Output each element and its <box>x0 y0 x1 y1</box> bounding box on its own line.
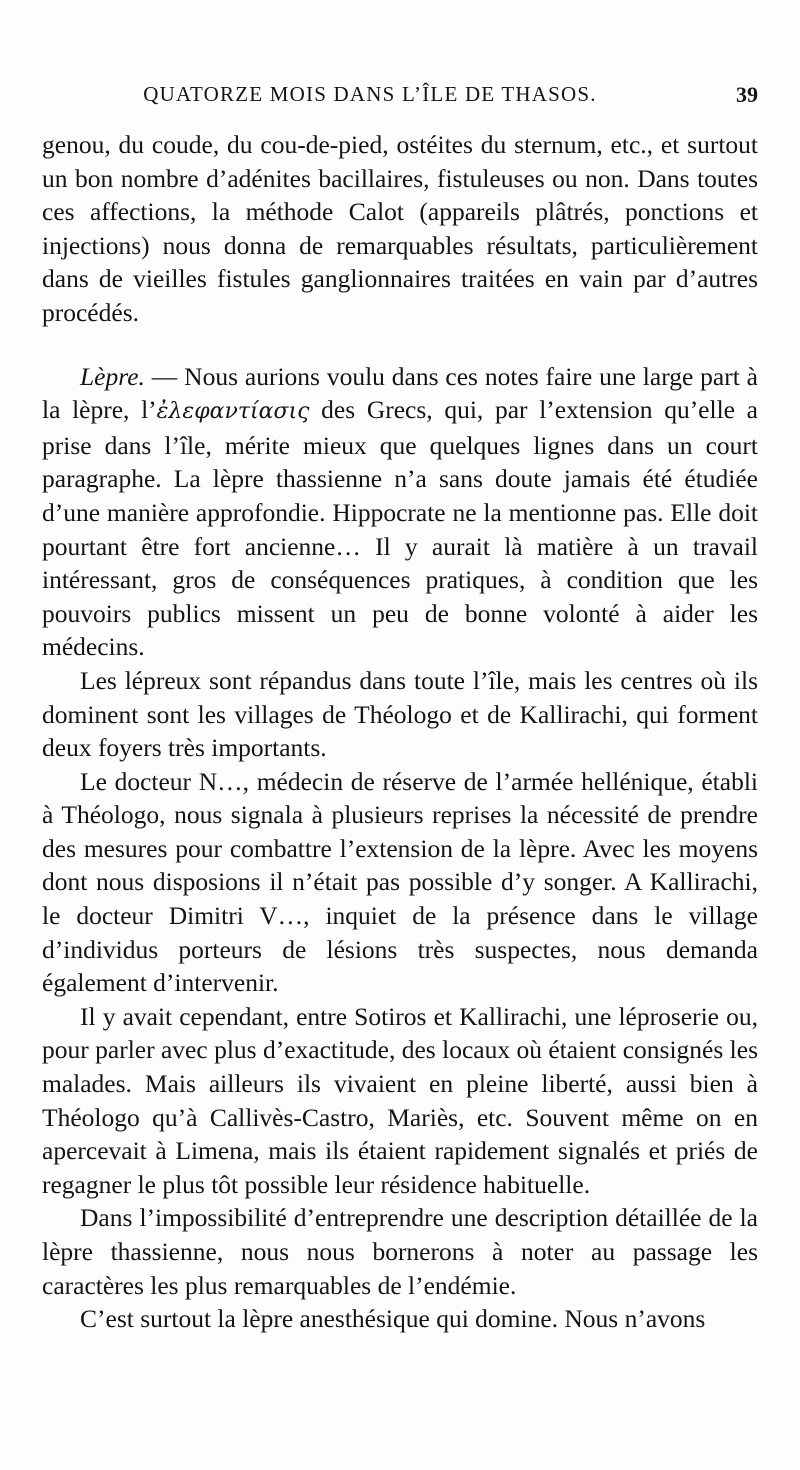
greek-term: ἐλεφαντίασις <box>156 399 310 425</box>
body-text <box>42 128 758 1336</box>
paragraph-lepreux: Les lépreux sont répandus dans toute l’île, mais les centres où ils dominent sont les villages de Théologo et de Kallirachi, qui forment deux foyers très importants. <box>42 665 758 763</box>
paragraph-impossibilite: Dans l’impossibilité d’entreprendre une description détaillée de la lèpre thassienne, nous nous bornerons à noter au passage les caractères les plus remarquables de l’endémie. <box>42 1203 758 1300</box>
paragraph-lepre-intro <box>42 360 758 664</box>
paragraph-continuation: genou, du coude, du cou-de-pied, ostéites du sternum, etc., et surtout un bon nombre d’adénites bacillaires, fistuleuses ou non. Dans toutes ces affections, la méthode Calot (appareils plâtrés, ponctions et injections) nous donna de remarquables résultats, particulièrement dans de vieilles fistules ganglionnaires traitées en vain par d’autres procédés. <box>42 130 758 327</box>
section-title-lepre: Lèpre. <box>80 361 145 391</box>
running-title: QUATORZE MOIS DANS L’ÎLE DE THASOS. <box>143 82 597 106</box>
paragraph-anesthesique: C’est surtout la lèpre anesthésique qui domine. Nous n’avons <box>80 1304 706 1334</box>
paragraph-text: des Grecs, qui, par l’extension qu’elle a prise dans l’île, mérite mieux que quelques lignes dans un court paragraphe. La lèpre thassienne n’a sans doute jamais été étudiée d’une manière approfondie. Hippocrate ne la mentionne pas. Elle doit pourtant être fort ancienne… Il y aurait là matière à un travail intéressant, gros de conséquences pratiques, à condition que les pouvoirs publics missent un peu de bonne volonté à aider les médecins. <box>42 395 758 662</box>
paragraph-text: — Nous aurions voulu dans ces notes faire une large part à la lèpre, l’ <box>42 361 758 425</box>
paragraph-docteur: Le docteur N…, médecin de réserve de l’armée hellénique, établi à Théologo, nous signala à plusieurs reprises la nécessité de prendre des mesures pour combattre l’extension de la lèpre. Avec les moyens dont nous disposions il n’était pas possible d’y songer. A Kallirachi, le docteur Dimitri V…, inquiet de la présence dans le village d’individus porteurs de lésions très suspectes, nous demanda également d’intervenir. <box>42 766 758 998</box>
page-number: 39 <box>736 82 758 107</box>
paragraph-leproserie: Il y avait cependant, entre Sotiros et Kallirachi, une léproserie ou, pour parler avec plus d’exactitude, des locaux où étaient consignés les malades. Mais ailleurs ils vivaient en pleine liberté, aussi bien à Théologo qu’à Callivès-Castro, Mariès, etc. Souvent même on en apercevait à Limena, mais ils étaient rapidement signalés et priés de regagner le plus tôt possible leur résidence habituelle. <box>42 1001 758 1199</box>
page-header <box>42 82 758 122</box>
